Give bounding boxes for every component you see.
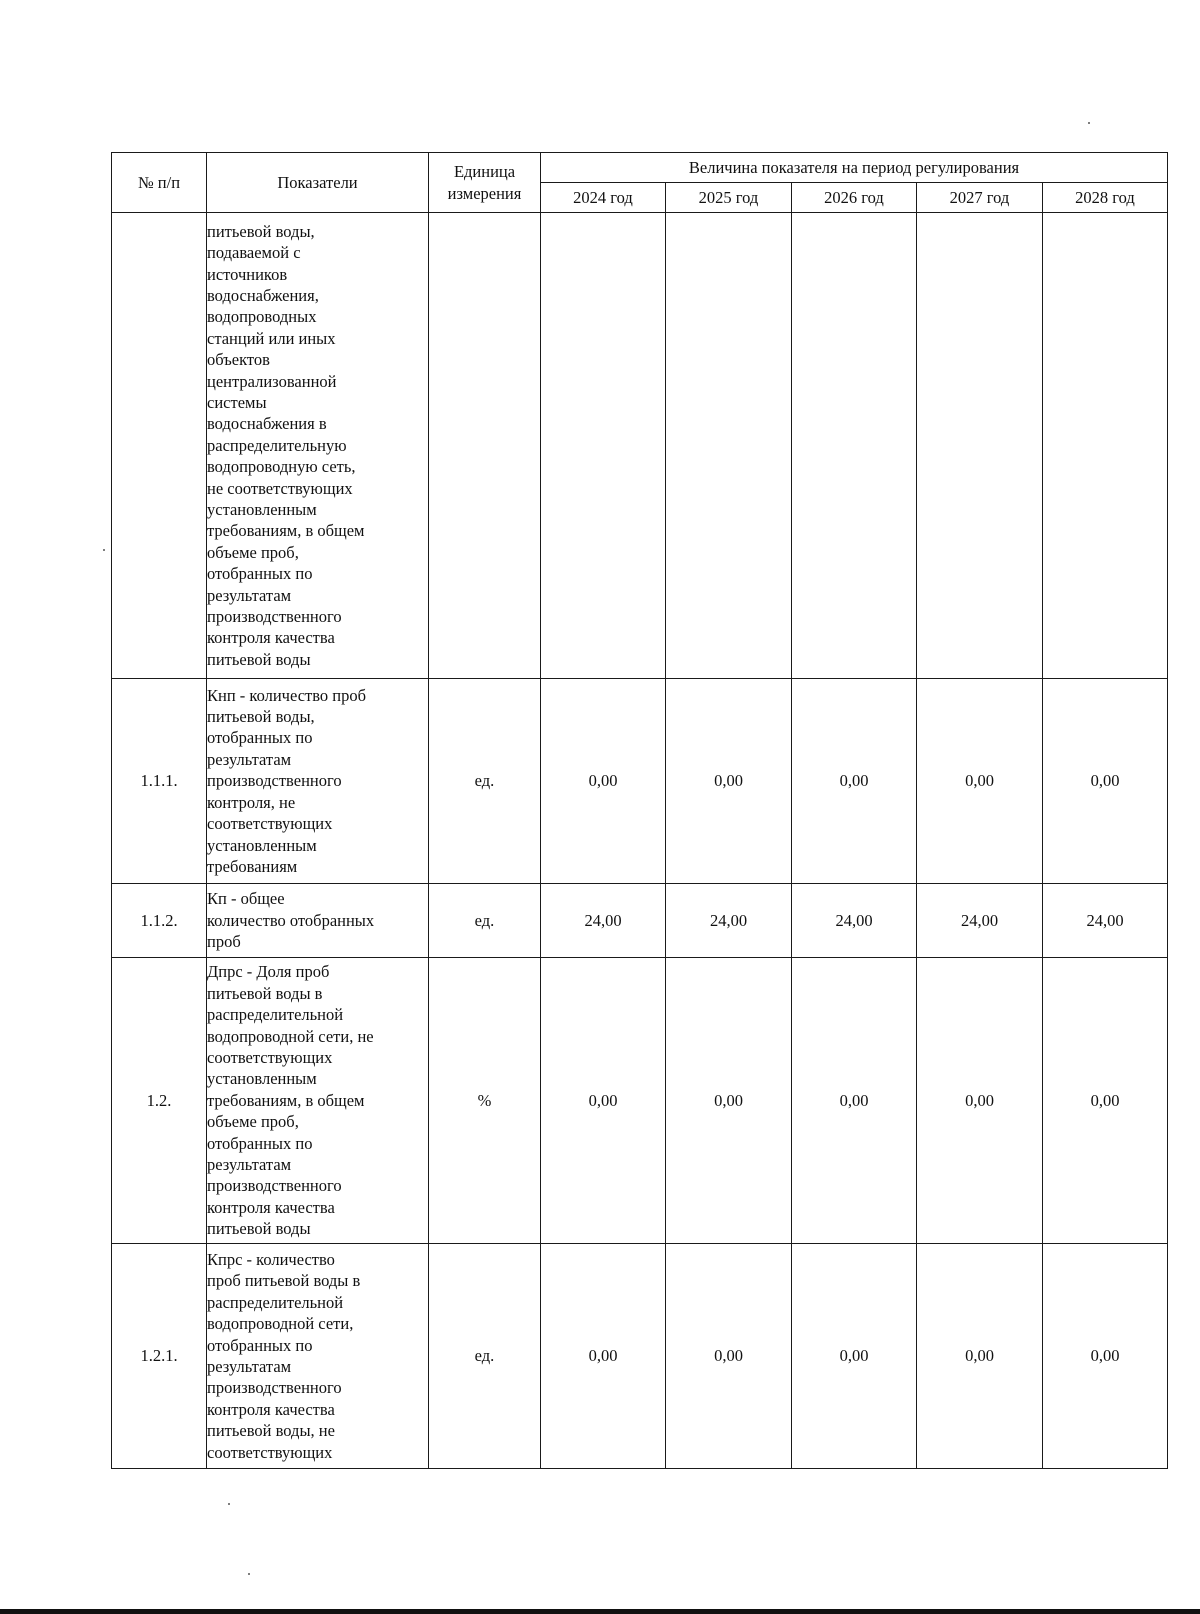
indicators-table [111, 152, 1168, 1469]
table-row [112, 679, 1168, 884]
header-row-1 [112, 153, 1168, 183]
value-cell [792, 213, 917, 679]
value-cell: 0,00 [917, 679, 1043, 884]
value-cell: 0,00 [666, 1244, 792, 1469]
unit-cell: ед. [429, 679, 541, 884]
value-cell: 24,00 [1043, 884, 1168, 958]
unit-cell: ед. [429, 884, 541, 958]
table-row [112, 884, 1168, 958]
row-number: 1.2. [112, 958, 207, 1244]
header-year: 2025 год [666, 183, 792, 213]
value-cell: 0,00 [541, 1244, 666, 1469]
table-row [112, 213, 1168, 679]
value-cell: 0,00 [1043, 679, 1168, 884]
row-number: 1.1.2. [112, 884, 207, 958]
value-cell: 0,00 [541, 958, 666, 1244]
header-year: 2027 год [917, 183, 1043, 213]
header-unit: Единица измерения [429, 153, 541, 213]
value-cell: 0,00 [792, 958, 917, 1244]
header-year: 2024 год [541, 183, 666, 213]
value-cell: 24,00 [917, 884, 1043, 958]
unit-cell: ед. [429, 1244, 541, 1469]
header-number: № п/п [112, 153, 207, 213]
value-cell: 24,00 [792, 884, 917, 958]
unit-cell: % [429, 958, 541, 1244]
header-year: 2028 год [1043, 183, 1168, 213]
indicator-text: Кп - общее количество отобранных проб [207, 884, 429, 958]
table-row [112, 1244, 1168, 1469]
value-cell: 0,00 [792, 679, 917, 884]
table-row [112, 958, 1168, 1244]
value-cell [541, 213, 666, 679]
value-cell [1043, 213, 1168, 679]
scan-speck [228, 1503, 230, 1505]
value-cell: 0,00 [666, 679, 792, 884]
header-year: 2026 год [792, 183, 917, 213]
indicator-text: Дпрс - Доля проб питьевой воды в распределительной водопроводной сети, не соответствующих установленным требованиям, в общем объеме проб, отобранных по результатам производственного контроля качества питьевой воды [207, 958, 429, 1244]
unit-cell [429, 213, 541, 679]
value-cell: 0,00 [666, 958, 792, 1244]
scan-speck [248, 1573, 250, 1575]
scan-speck [103, 549, 105, 551]
value-cell [917, 213, 1043, 679]
row-number: 1.2.1. [112, 1244, 207, 1469]
value-cell: 0,00 [917, 1244, 1043, 1469]
value-cell: 0,00 [792, 1244, 917, 1469]
indicator-text: Кнп - количество проб питьевой воды, отобранных по результатам производственного контроля, не соответствующих установленным требованиям [207, 679, 429, 884]
value-cell: 0,00 [1043, 1244, 1168, 1469]
header-indicators: Показатели [207, 153, 429, 213]
indicator-text: питьевой воды, подаваемой с источников водоснабжения, водопроводных станций или иных объектов централизованной системы водоснабжения в распределительную водопроводную сеть, не соответствующих установленным требованиям, в общем объеме проб, отобранных по результатам производственного контроля качества питьевой воды [207, 213, 429, 679]
header-period-group: Величина показателя на период регулирования [541, 153, 1168, 183]
scan-speck [1088, 122, 1090, 124]
indicator-text: Кпрс - количество проб питьевой воды в распределительной водопроводной сети, отобранных по результатам производственного контроля качества питьевой воды, не соответствующих [207, 1244, 429, 1469]
value-cell: 24,00 [666, 884, 792, 958]
scan-edge-line [0, 1609, 1200, 1614]
value-cell: 24,00 [541, 884, 666, 958]
row-number [112, 213, 207, 679]
value-cell [666, 213, 792, 679]
value-cell: 0,00 [1043, 958, 1168, 1244]
value-cell: 0,00 [917, 958, 1043, 1244]
value-cell: 0,00 [541, 679, 666, 884]
row-number: 1.1.1. [112, 679, 207, 884]
